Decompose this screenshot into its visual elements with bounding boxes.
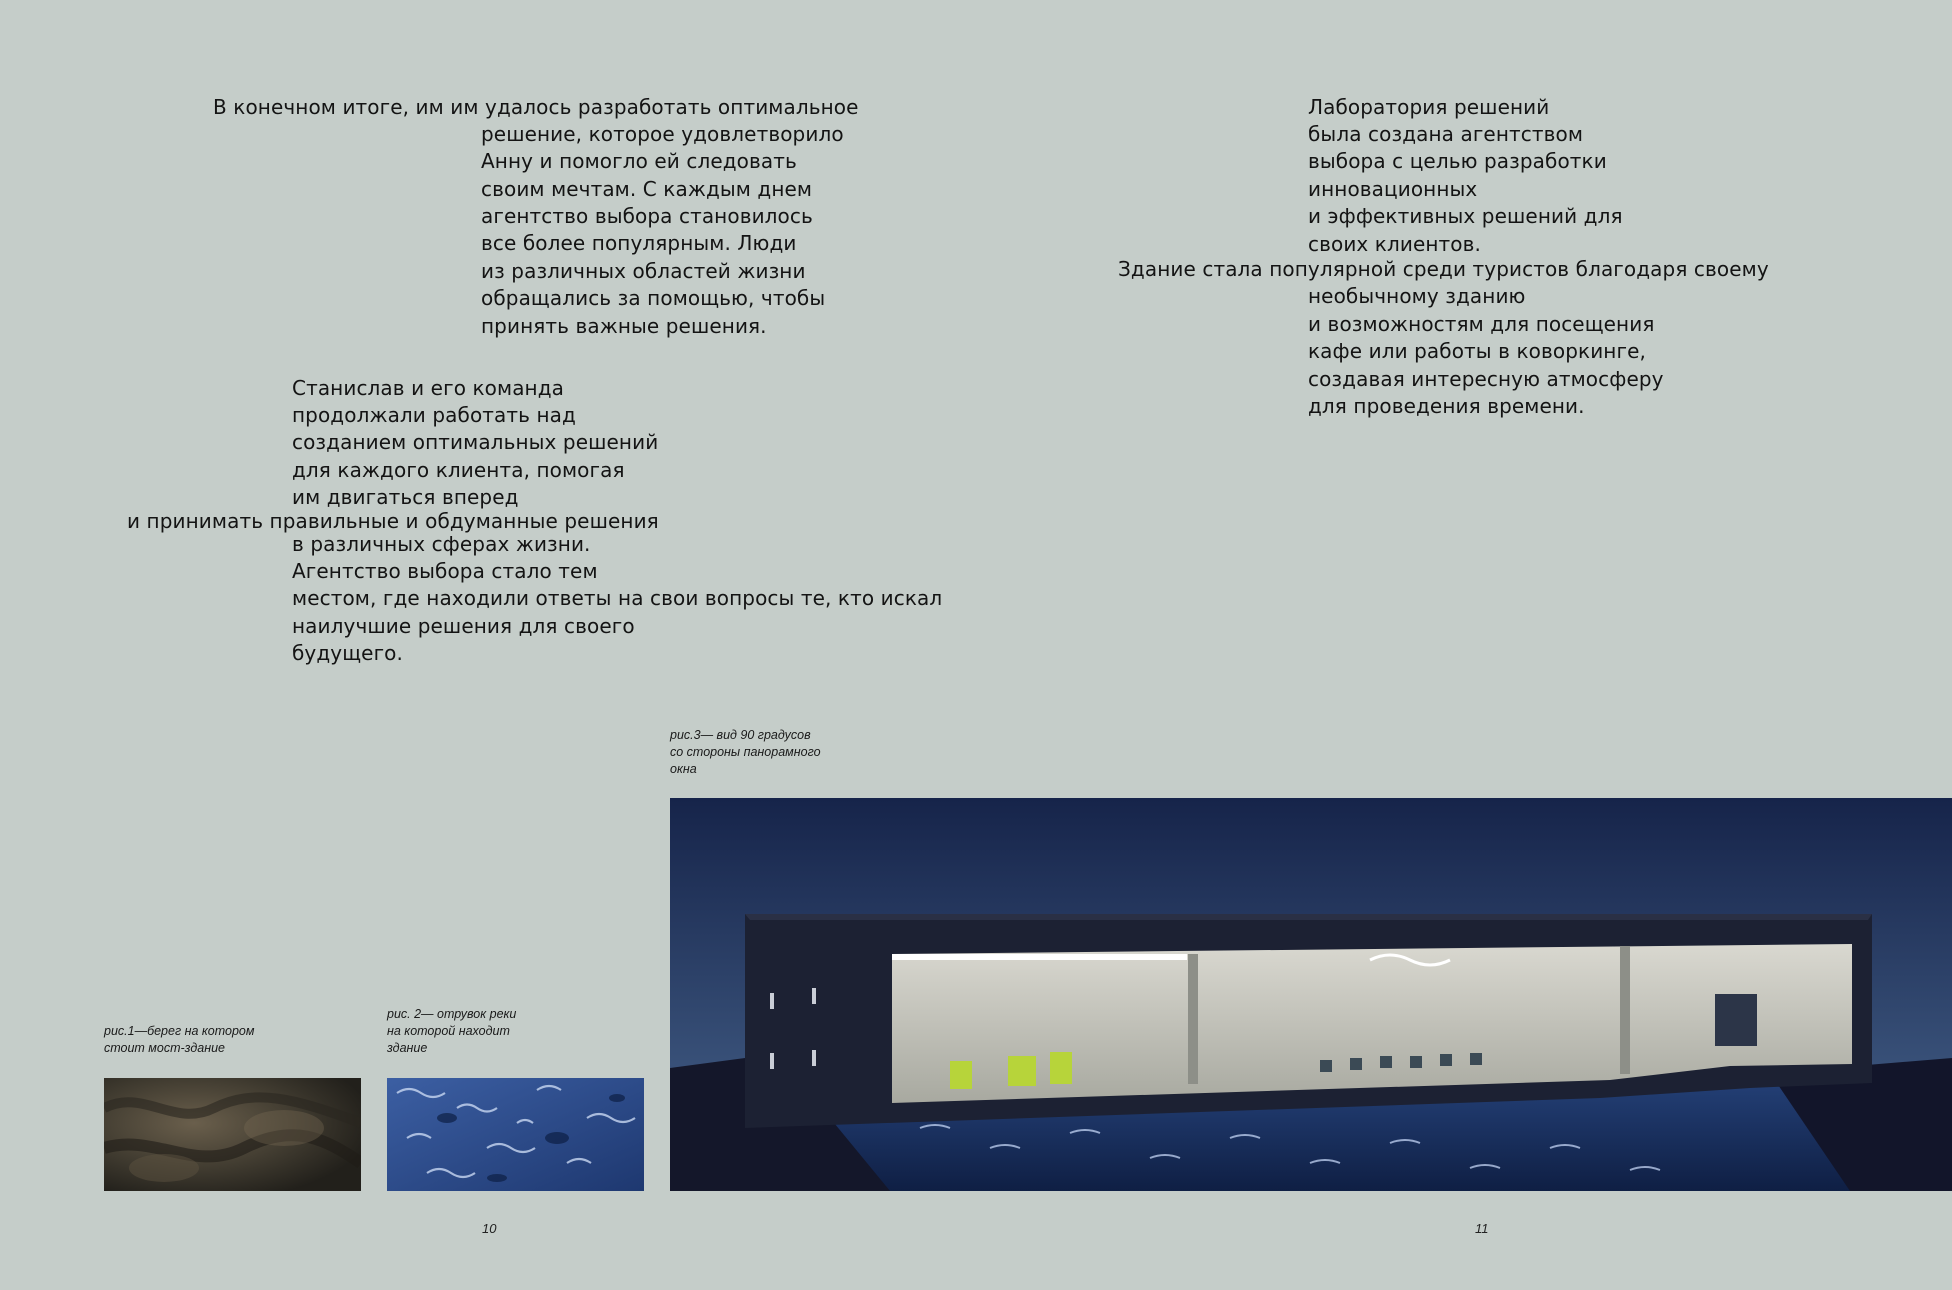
text-line: будущего. bbox=[292, 641, 403, 665]
text-line: и эффективных решений для bbox=[1308, 204, 1623, 228]
text-line: и принимать правильные и обдуманные решения bbox=[127, 509, 659, 533]
text-line: инновационных bbox=[1308, 177, 1478, 201]
figure-1-caption bbox=[104, 1023, 254, 1057]
text-line: продолжали работать над bbox=[292, 403, 576, 427]
text-line: обращались за помощью, чтобы bbox=[481, 286, 826, 310]
text-line: местом, где находили ответы на свои вопросы те, кто искал bbox=[292, 586, 943, 610]
caption-line: рис. 2— отрувок реки bbox=[387, 1007, 517, 1021]
text-line: Здание стала популярной среди туристов благодаря своему bbox=[1118, 257, 1769, 281]
caption-line: стоит мост-здание bbox=[104, 1041, 225, 1055]
caption-line: окна bbox=[670, 762, 697, 776]
text-line: и возможностям для посещения bbox=[1308, 312, 1655, 336]
text-line: необычному зданию bbox=[1308, 284, 1526, 308]
text-line: из различных областей жизни bbox=[481, 259, 806, 283]
text-line: для проведения времени. bbox=[1308, 394, 1585, 418]
caption-line: со стороны панорамного bbox=[670, 745, 821, 759]
text-line: выбора с целью разработки bbox=[1308, 149, 1607, 173]
text-line: Анну и помогло ей следовать bbox=[481, 149, 797, 173]
text-line: кафе или работы в коворкинге, bbox=[1308, 339, 1646, 363]
figure-1-shore-image bbox=[104, 1078, 361, 1191]
text-line: принять важные решения. bbox=[481, 314, 767, 338]
page-number-right: 11 bbox=[1475, 1221, 1489, 1236]
text-line: В конечном итоге, им им удалось разработать оптимальное bbox=[213, 95, 859, 119]
text-line: решение, которое удовлетворило bbox=[481, 122, 844, 146]
text-line: им двигаться вперед bbox=[292, 485, 519, 509]
text-line: создавая интересную атмосферу bbox=[1308, 367, 1664, 391]
caption-line: рис.1—берег на котором bbox=[104, 1024, 255, 1038]
page-number-left: 10 bbox=[482, 1221, 497, 1236]
figure-3-building-render bbox=[670, 798, 1952, 1191]
caption-line: на которой находит bbox=[387, 1024, 510, 1038]
caption-line: рис.3— вид 90 градусов bbox=[670, 728, 811, 742]
figure-2-river-image bbox=[387, 1078, 644, 1191]
text-line: агентство выбора становилось bbox=[481, 204, 813, 228]
text-line: наилучшие решения для своего bbox=[292, 614, 635, 638]
text-line: Лаборатория решений bbox=[1308, 95, 1550, 119]
text-line: Станислав и его команда bbox=[292, 376, 565, 400]
text-line: была создана агентством bbox=[1308, 122, 1584, 146]
text-line: своих клиентов. bbox=[1308, 232, 1481, 256]
caption-line: здание bbox=[387, 1041, 428, 1055]
text-line: все более популярным. Люди bbox=[481, 231, 797, 255]
text-line: Агентство выбора стало тем bbox=[292, 559, 598, 583]
figure-2-caption bbox=[387, 1006, 516, 1057]
text-line: созданием оптимальных решений bbox=[292, 430, 659, 454]
figure-3-caption bbox=[670, 727, 821, 778]
text-line: своим мечтам. С каждым днем bbox=[481, 177, 813, 201]
text-line: для каждого клиента, помогая bbox=[292, 458, 625, 482]
text-line: в различных сферах жизни. bbox=[292, 532, 591, 556]
